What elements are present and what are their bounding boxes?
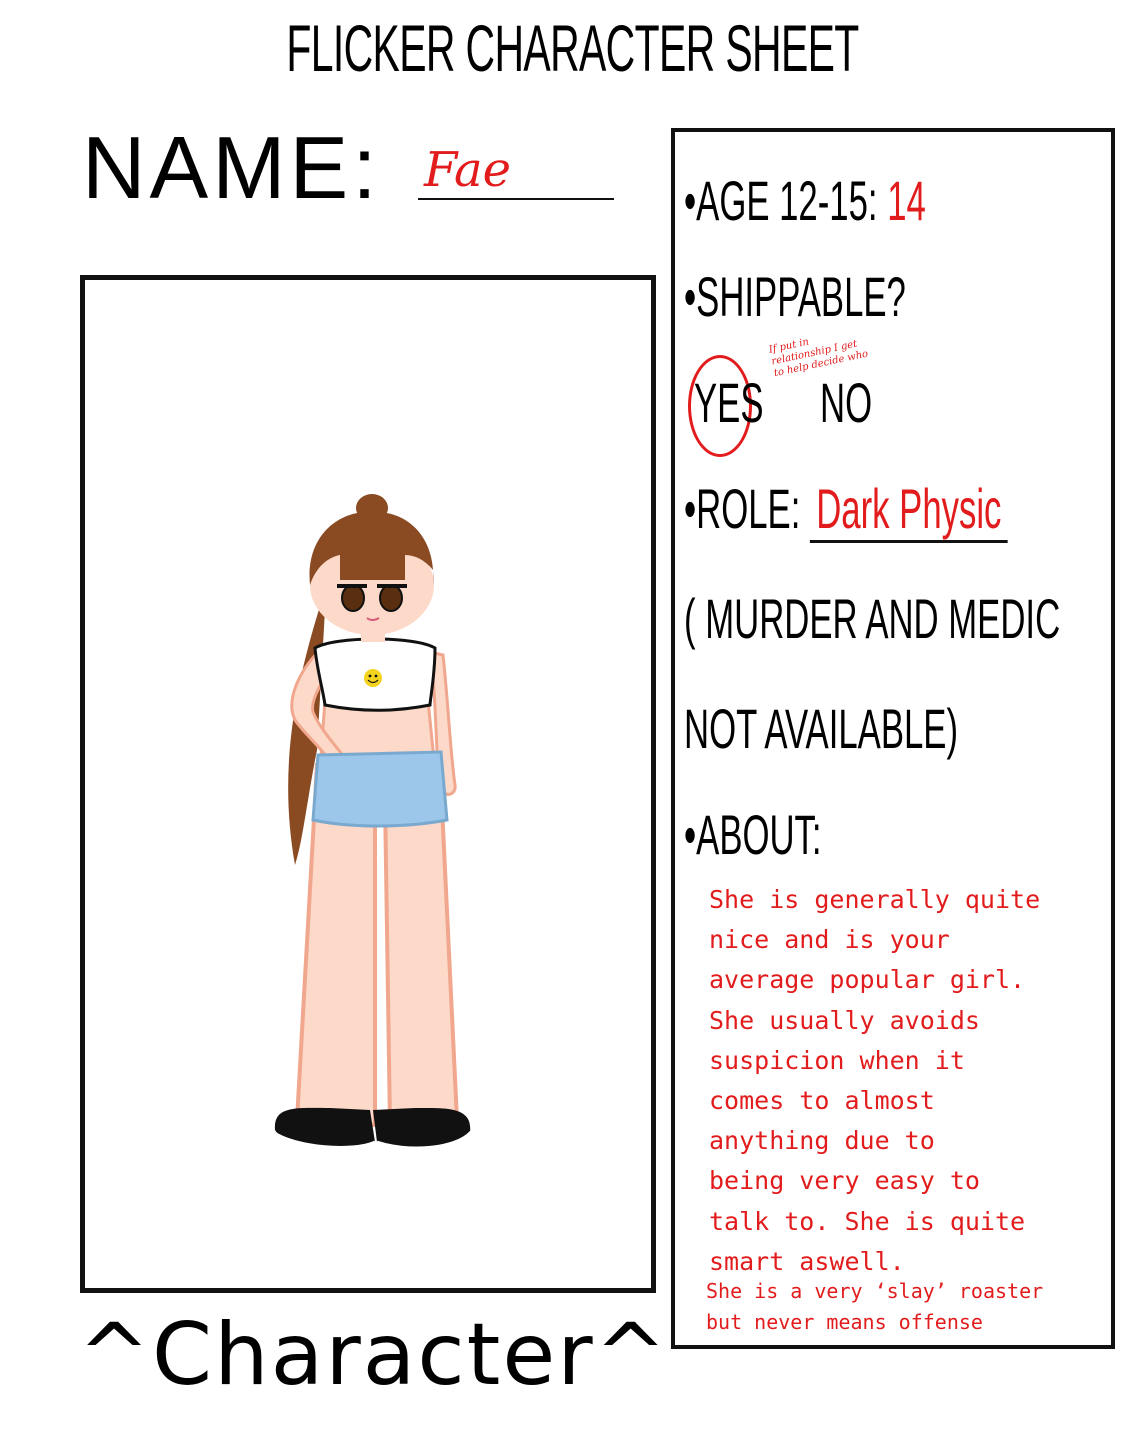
- role-row: [684, 474, 1008, 544]
- role-value[interactable]: Dark Physic: [810, 477, 1008, 543]
- character-caption: ^Character^: [78, 1305, 669, 1405]
- about-extra[interactable]: She is a very ‘slay’ roaster but never means offense: [706, 1279, 1044, 1334]
- role-note-line2: NOT AVAILABLE): [684, 697, 959, 760]
- name-label: NAME:: [82, 118, 381, 217]
- age-row: [684, 166, 926, 236]
- character-frame: [80, 275, 656, 1293]
- left-eye: [342, 585, 364, 611]
- right-eye: [380, 585, 402, 611]
- sheet-title: FLICKER CHARACTER SHEET: [286, 11, 859, 85]
- yes-option[interactable]: YES: [694, 371, 764, 434]
- smiley-face-icon: [364, 669, 382, 687]
- about-label: •ABOUT:: [684, 803, 822, 866]
- role-note-line1: ( MURDER AND MEDIC: [684, 587, 1061, 650]
- hair-bun: [356, 494, 388, 522]
- ship-note: If put in relationship I get to help decide who: [768, 336, 870, 380]
- name-field[interactable]: Fae: [418, 140, 614, 200]
- about-text[interactable]: She is generally quite nice and is your average popular girl. She usually avoids suspicion when it comes to almost anything due to being very easy to talk to. She is quite smart aswell.: [709, 885, 1041, 1276]
- character-illustration: [85, 280, 651, 1288]
- skirt: [313, 752, 447, 826]
- no-option[interactable]: NO: [820, 371, 873, 434]
- age-value[interactable]: 14: [887, 169, 926, 232]
- age-label: •AGE 12-15:: [684, 169, 878, 232]
- role-label: •ROLE:: [684, 477, 801, 540]
- shippable-label: •SHIPPABLE?: [684, 265, 906, 328]
